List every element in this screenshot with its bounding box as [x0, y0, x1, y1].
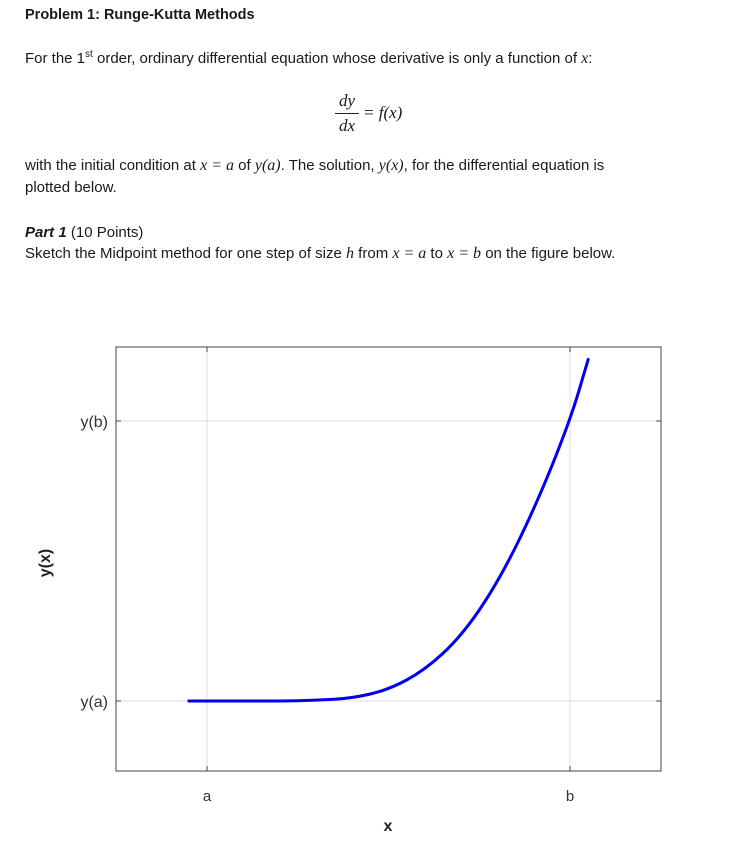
plot-series: [189, 359, 588, 701]
description-text-a: with the initial condition at: [25, 157, 201, 174]
part1-instr-d: on the figure below.: [481, 245, 616, 262]
description-line-2: plotted below.: [25, 179, 117, 196]
part1-instr-b: from: [354, 245, 393, 262]
x-tick-label: a: [202, 788, 212, 805]
description-text-c: . The solution,: [280, 157, 379, 174]
part1-label: Part 1: [25, 224, 67, 241]
part1-instr-a: Sketch the Midpoint method for one step of size: [25, 245, 347, 262]
part1-instr-h: h: [346, 245, 355, 262]
description-math-ya: y(a): [254, 157, 281, 174]
x-tick-label: b: [565, 788, 575, 805]
part1-instr-c: to: [426, 245, 448, 262]
description-text-d: , for the differential equation is: [403, 157, 605, 174]
intro-post: order, ordinary differential equation whose derivative is only a function of: [92, 50, 582, 67]
plot-ticks: [116, 347, 661, 771]
x-axis-label: x: [383, 818, 393, 835]
description-math-xa: x = a: [200, 157, 235, 174]
equation-denominator: dx: [338, 116, 356, 135]
intro-pre: For the 1: [25, 50, 86, 67]
part1-points: (10 Points): [66, 224, 144, 241]
plot-axes-box: [116, 347, 661, 771]
description-math-yx: y(x): [378, 157, 404, 174]
plot-grid: [116, 347, 661, 771]
problem-title: Problem 1: Runge-Kutta Methods: [25, 7, 255, 23]
y-tick-label: y(b): [80, 414, 108, 431]
part1-instr-xa: x = a: [392, 245, 427, 262]
solution-curve: [189, 359, 588, 701]
description-text-b: of: [234, 157, 255, 174]
intro-colon: :: [588, 50, 593, 67]
intro-sup: st: [85, 49, 93, 60]
y-axis-label: y(x): [37, 548, 54, 578]
equation-numerator: dy: [338, 91, 356, 110]
intro-var: x: [581, 50, 589, 67]
y-tick-label: y(a): [80, 694, 108, 711]
part1-instr-xb: x = b: [447, 245, 482, 262]
equation-rhs: = f(x): [363, 103, 403, 122]
plot-labels: [37, 414, 574, 835]
